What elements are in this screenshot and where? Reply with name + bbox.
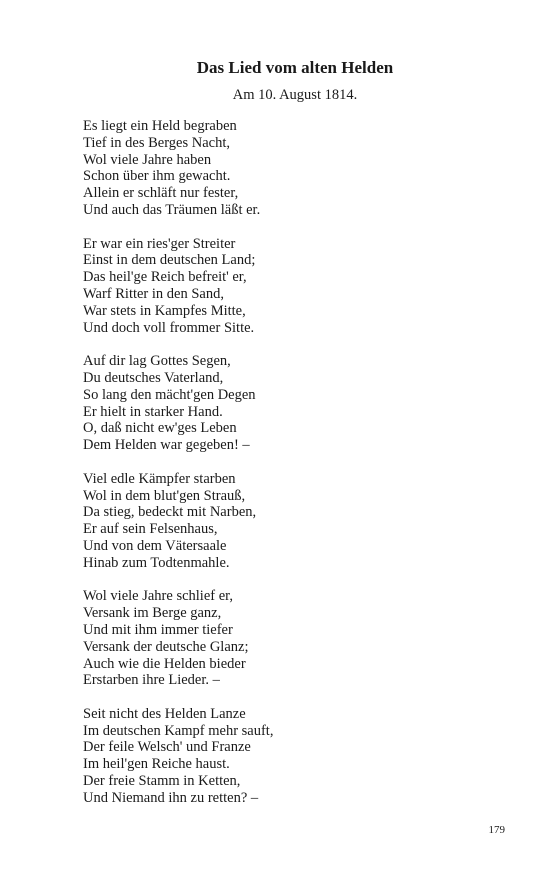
verse-line: Auch wie die Helden bieder (83, 655, 246, 672)
verse-line: Versank der deutsche Glanz; (83, 638, 249, 655)
verse-line: Er war ein ries'ger Streiter (83, 235, 236, 252)
verse-line: Im deutschen Kampf mehr sauft, (83, 722, 274, 739)
verse-line: Seit nicht des Helden Lanze (83, 705, 246, 722)
stanza (83, 706, 503, 807)
verse-line: Es liegt ein Held begraben (83, 118, 237, 134)
poem-title: Das Lied vom alten Helden (196, 58, 394, 77)
poem-date: Am 10. August 1814. (232, 87, 358, 103)
verse-line: Und doch voll frommer Sitte. (83, 319, 255, 336)
verse-line: Und Niemand ihn zu retten? – (83, 789, 259, 806)
verse-line: Er auf sein Felsenhaus, (83, 521, 218, 538)
verse-line: Viel edle Kämpfer starben (83, 470, 236, 487)
verse-line: Und auch das Träumen läßt er. (83, 201, 261, 218)
verse-line: Der feile Welsch' und Franze (83, 739, 251, 756)
verse-line: Versank im Berge ganz, (83, 605, 222, 622)
verse-line: So lang den mächt'gen Degen (83, 386, 256, 403)
verse-line: Der freie Stamm in Ketten, (83, 773, 241, 790)
stanza (83, 118, 503, 219)
verse-line: Wol viele Jahre haben (83, 151, 212, 168)
verse-line: Er hielt in starker Hand. (83, 403, 223, 420)
verse-line: Warf Ritter in den Sand, (83, 285, 224, 302)
verse-line: Einst in dem deutschen Land; (83, 252, 256, 269)
verse-line: Hinab zum Todtenmahle. (83, 554, 230, 571)
poem-body (83, 118, 503, 823)
verse-line: Du deutsches Vaterland, (83, 369, 224, 386)
stanza (83, 353, 503, 454)
verse-line: Und von dem Vätersaale (83, 537, 227, 554)
page-number: 179 (488, 824, 505, 836)
verse-line: Schon über ihm gewacht. (83, 168, 231, 185)
stanza (83, 236, 503, 337)
verse-line: Erstarben ihre Lieder. – (83, 672, 220, 689)
stanza (83, 471, 503, 572)
verse-line: Tief in des Berges Nacht, (83, 134, 230, 151)
verse-line: War stets in Kampfes Mitte, (83, 302, 246, 319)
stanza (83, 588, 503, 689)
verse-line: Das heil'ge Reich befreit' er, (83, 269, 247, 286)
verse-line: Da stieg, bedeckt mit Narben, (83, 504, 257, 521)
verse-line: Allein er schläft nur fester, (83, 185, 239, 202)
verse-line: O, daß nicht ew'ges Leben (83, 420, 237, 437)
verse-line: Wol viele Jahre schlief er, (83, 588, 234, 605)
verse-line: Dem Helden war gegeben! – (83, 437, 250, 454)
verse-line: Und mit ihm immer tiefer (83, 621, 233, 638)
verse-line: Wol in dem blut'gen Strauß, (83, 487, 246, 504)
verse-line: Auf dir lag Gottes Segen, (83, 353, 231, 370)
verse-line: Im heil'gen Reiche haust. (83, 756, 230, 773)
